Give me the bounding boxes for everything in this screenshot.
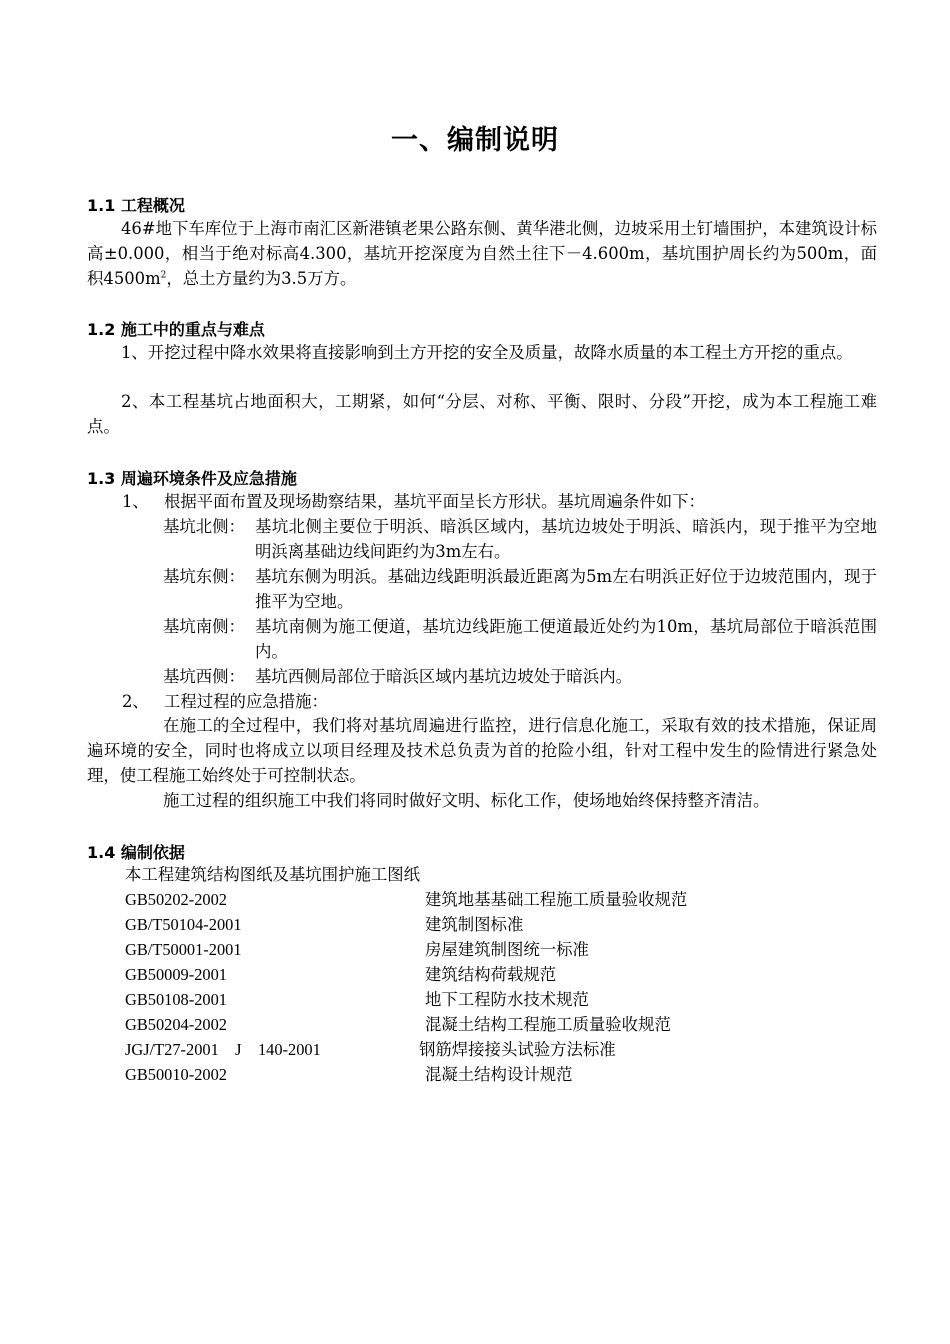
reference-name: 建筑结构荷载规范 bbox=[425, 965, 557, 984]
reference-name: 地下工程防水技术规范 bbox=[425, 990, 589, 1009]
west-label: 基坑西侧： bbox=[163, 667, 245, 686]
east-label: 基坑东侧： bbox=[163, 567, 245, 586]
north-label: 基坑北侧： bbox=[163, 517, 245, 536]
north-side bbox=[163, 514, 877, 564]
environment-item-1 bbox=[122, 489, 705, 514]
page-title: 一、编制说明 bbox=[391, 125, 559, 156]
section-heading-basis: 1.4 编制依据 bbox=[87, 843, 185, 862]
reference-name: 建筑地基基础工程施工质量验收规范 bbox=[425, 890, 688, 909]
section-heading-overview: 1.1 工程概况 bbox=[87, 196, 185, 215]
south-side bbox=[163, 614, 877, 664]
reference-code: GB50010-2002 bbox=[125, 1065, 227, 1084]
environment-item-2 bbox=[122, 689, 328, 714]
superscript-2: 2 bbox=[160, 270, 167, 281]
reference-name: 房屋建筑制图统一标准 bbox=[425, 940, 589, 959]
east-side bbox=[163, 564, 877, 614]
overview-paragraph bbox=[87, 216, 877, 291]
south-label: 基坑南侧： bbox=[163, 617, 245, 636]
reference-name: 混凝土结构工程施工质量验收规范 bbox=[425, 1015, 671, 1034]
reference-name: 钢筋焊接接头试验方法标准 bbox=[419, 1040, 616, 1059]
item-number: 2、 bbox=[122, 692, 149, 711]
civilized-construction-paragraph: 施工过程的组织施工中我们将同时做好文明、标化工作，使场地始终保持整齐清洁。 bbox=[163, 791, 770, 810]
section-heading-key-points: 1.2 施工中的重点与难点 bbox=[87, 320, 265, 339]
reference-code: GB50009-2001 bbox=[125, 965, 227, 984]
reference-code: GB/T50104-2001 bbox=[125, 915, 242, 934]
item-number: 1、 bbox=[122, 492, 149, 511]
key-point-1: 1、开挖过程中降水效果将直接影响到土方开挖的安全及质量，故降水质量的本工程土方开挖的重点。 bbox=[121, 343, 853, 362]
item-text: 根据平面布置及现场勘察结果，基坑平面呈长方形状。基坑周遍条件如下： bbox=[164, 492, 705, 511]
reference-code: GB50202-2002 bbox=[125, 890, 227, 909]
overview-text: 46#地下车库位于上海市南汇区新港镇老果公路东侧、黄华港北侧，边坡采用土钉墙围护，本建筑设计标高±0.000，相当于绝对标高4.300，基坑开挖深度为自然土往下－4.600m，基坑围护周长约为500m，面积4500m bbox=[87, 219, 877, 288]
basis-intro: 本工程建筑结构图纸及基坑围护施工图纸 bbox=[125, 865, 421, 884]
reference-name: 混凝土结构设计规范 bbox=[425, 1065, 573, 1084]
reference-code: GB50204-2002 bbox=[125, 1015, 227, 1034]
reference-code: GB/T50001-2001 bbox=[125, 940, 242, 959]
reference-code: GB50108-2001 bbox=[125, 990, 227, 1009]
key-point-2: 2、本工程基坑占地面积大，工期紧，如何“分层、对称、平衡、限时、分段”开挖，成为本工程施工难点。 bbox=[87, 392, 877, 436]
south-text: 基坑南侧为施工便道，基坑边线距施工便道最近处约为10m，基坑局部位于暗浜范围内。 bbox=[255, 617, 877, 661]
north-text: 基坑北侧主要位于明浜、暗浜区域内，基坑边坡处于明浜、暗浜内，现于推平为空地明浜离基础边线间距约为3m左右。 bbox=[255, 517, 877, 561]
overview-text-end: ，总土方量约为3.5万方。 bbox=[166, 269, 357, 288]
reference-code: JGJ/T27-2001 J 140-2001 bbox=[125, 1040, 321, 1059]
emergency-paragraph: 在施工的全过程中，我们将对基坑周遍进行监控，进行信息化施工，采取有效的技术措施，保证周遍环境的安全，同时也将成立以项目经理及技术总负责为首的抢险小组，针对工程中发生的险情进行紧急处理，使工程施工始终处于可控制状态。 bbox=[87, 716, 877, 785]
west-side bbox=[163, 664, 877, 689]
west-text: 基坑西侧局部位于暗浜区域内基坑边坡处于暗浜内。 bbox=[255, 667, 632, 686]
reference-name: 建筑制图标准 bbox=[425, 915, 524, 934]
item-text: 工程过程的应急措施： bbox=[164, 692, 328, 711]
section-heading-environment: 1.3 周遍环境条件及应急措施 bbox=[87, 469, 297, 488]
east-text: 基坑东侧为明浜。基础边线距明浜最近距离为5m左右明浜正好位于边坡范围内，现于推平为空地。 bbox=[255, 567, 877, 611]
